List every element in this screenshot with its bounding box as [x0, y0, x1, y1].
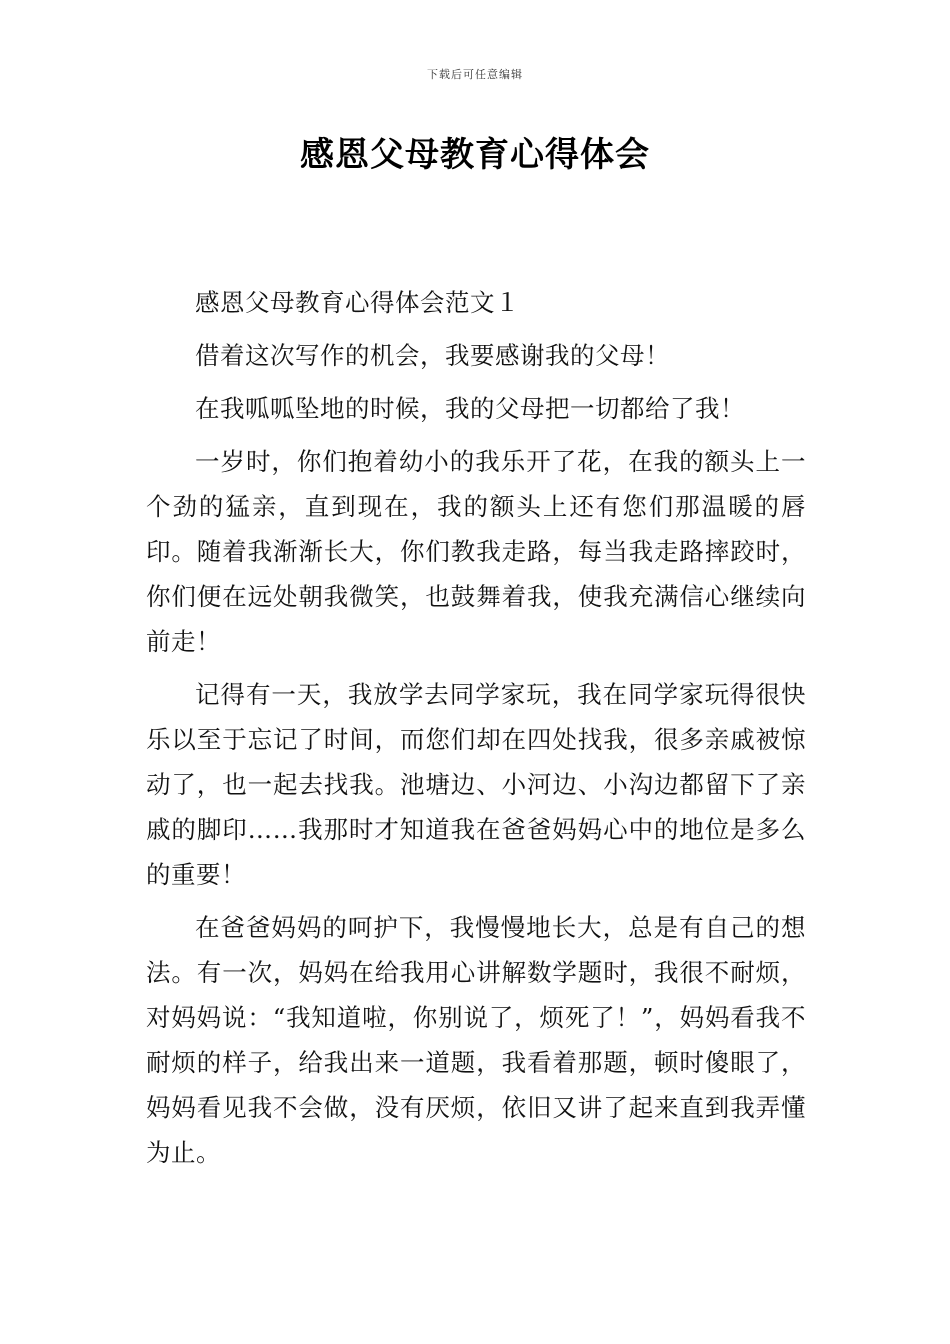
paragraph-subtitle: 感恩父母教育心得体会范文１ [195, 288, 520, 317]
paragraph: 在我呱呱坠地的时候，我的父母把一切都给了我！ [195, 394, 745, 423]
document-title: 感恩父母教育心得体会 [300, 135, 650, 175]
paragraph: 记得有一天，我放学去同学家玩，我在同学家玩得很快乐以至于忘记了时间，而您们却在四处找我，很多亲戚被惊动了，也一起去找我。池塘边、小河边、小沟边都留下了亲戚的脚印……我那时才知道我在爸爸妈妈心中的地位是多么的重要！ [146, 680, 806, 889]
document-body [146, 280, 806, 1175]
paragraph: 在爸爸妈妈的呵护下，我慢慢地长大，总是有自己的想法。有一次，妈妈在给我用心讲解数学题时，我很不耐烦，对妈妈说：“我知道啦，你别说了，烦死了！”，妈妈看我不耐烦的样子，给我出来一道题，我看着那题，顿时傻眼了，妈妈看见我不会做，没有厌烦，依旧又讲了起来直到我弄懂为止。 [146, 913, 806, 1167]
paragraph: 借着这次写作的机会，我要感谢我的父母！ [195, 341, 670, 370]
paragraph: 一岁时，你们抱着幼小的我乐开了花，在我的额头上一个劲的猛亲，直到现在，我的额头上还有您们那温暖的唇印。随着我渐渐长大，你们教我走路，每当我走路摔跤时，你们便在远处朝我微笑，也鼓舞着我，使我充满信心继续向前走！ [146, 447, 806, 656]
header-note: 下载后可任意编辑 [427, 68, 523, 81]
